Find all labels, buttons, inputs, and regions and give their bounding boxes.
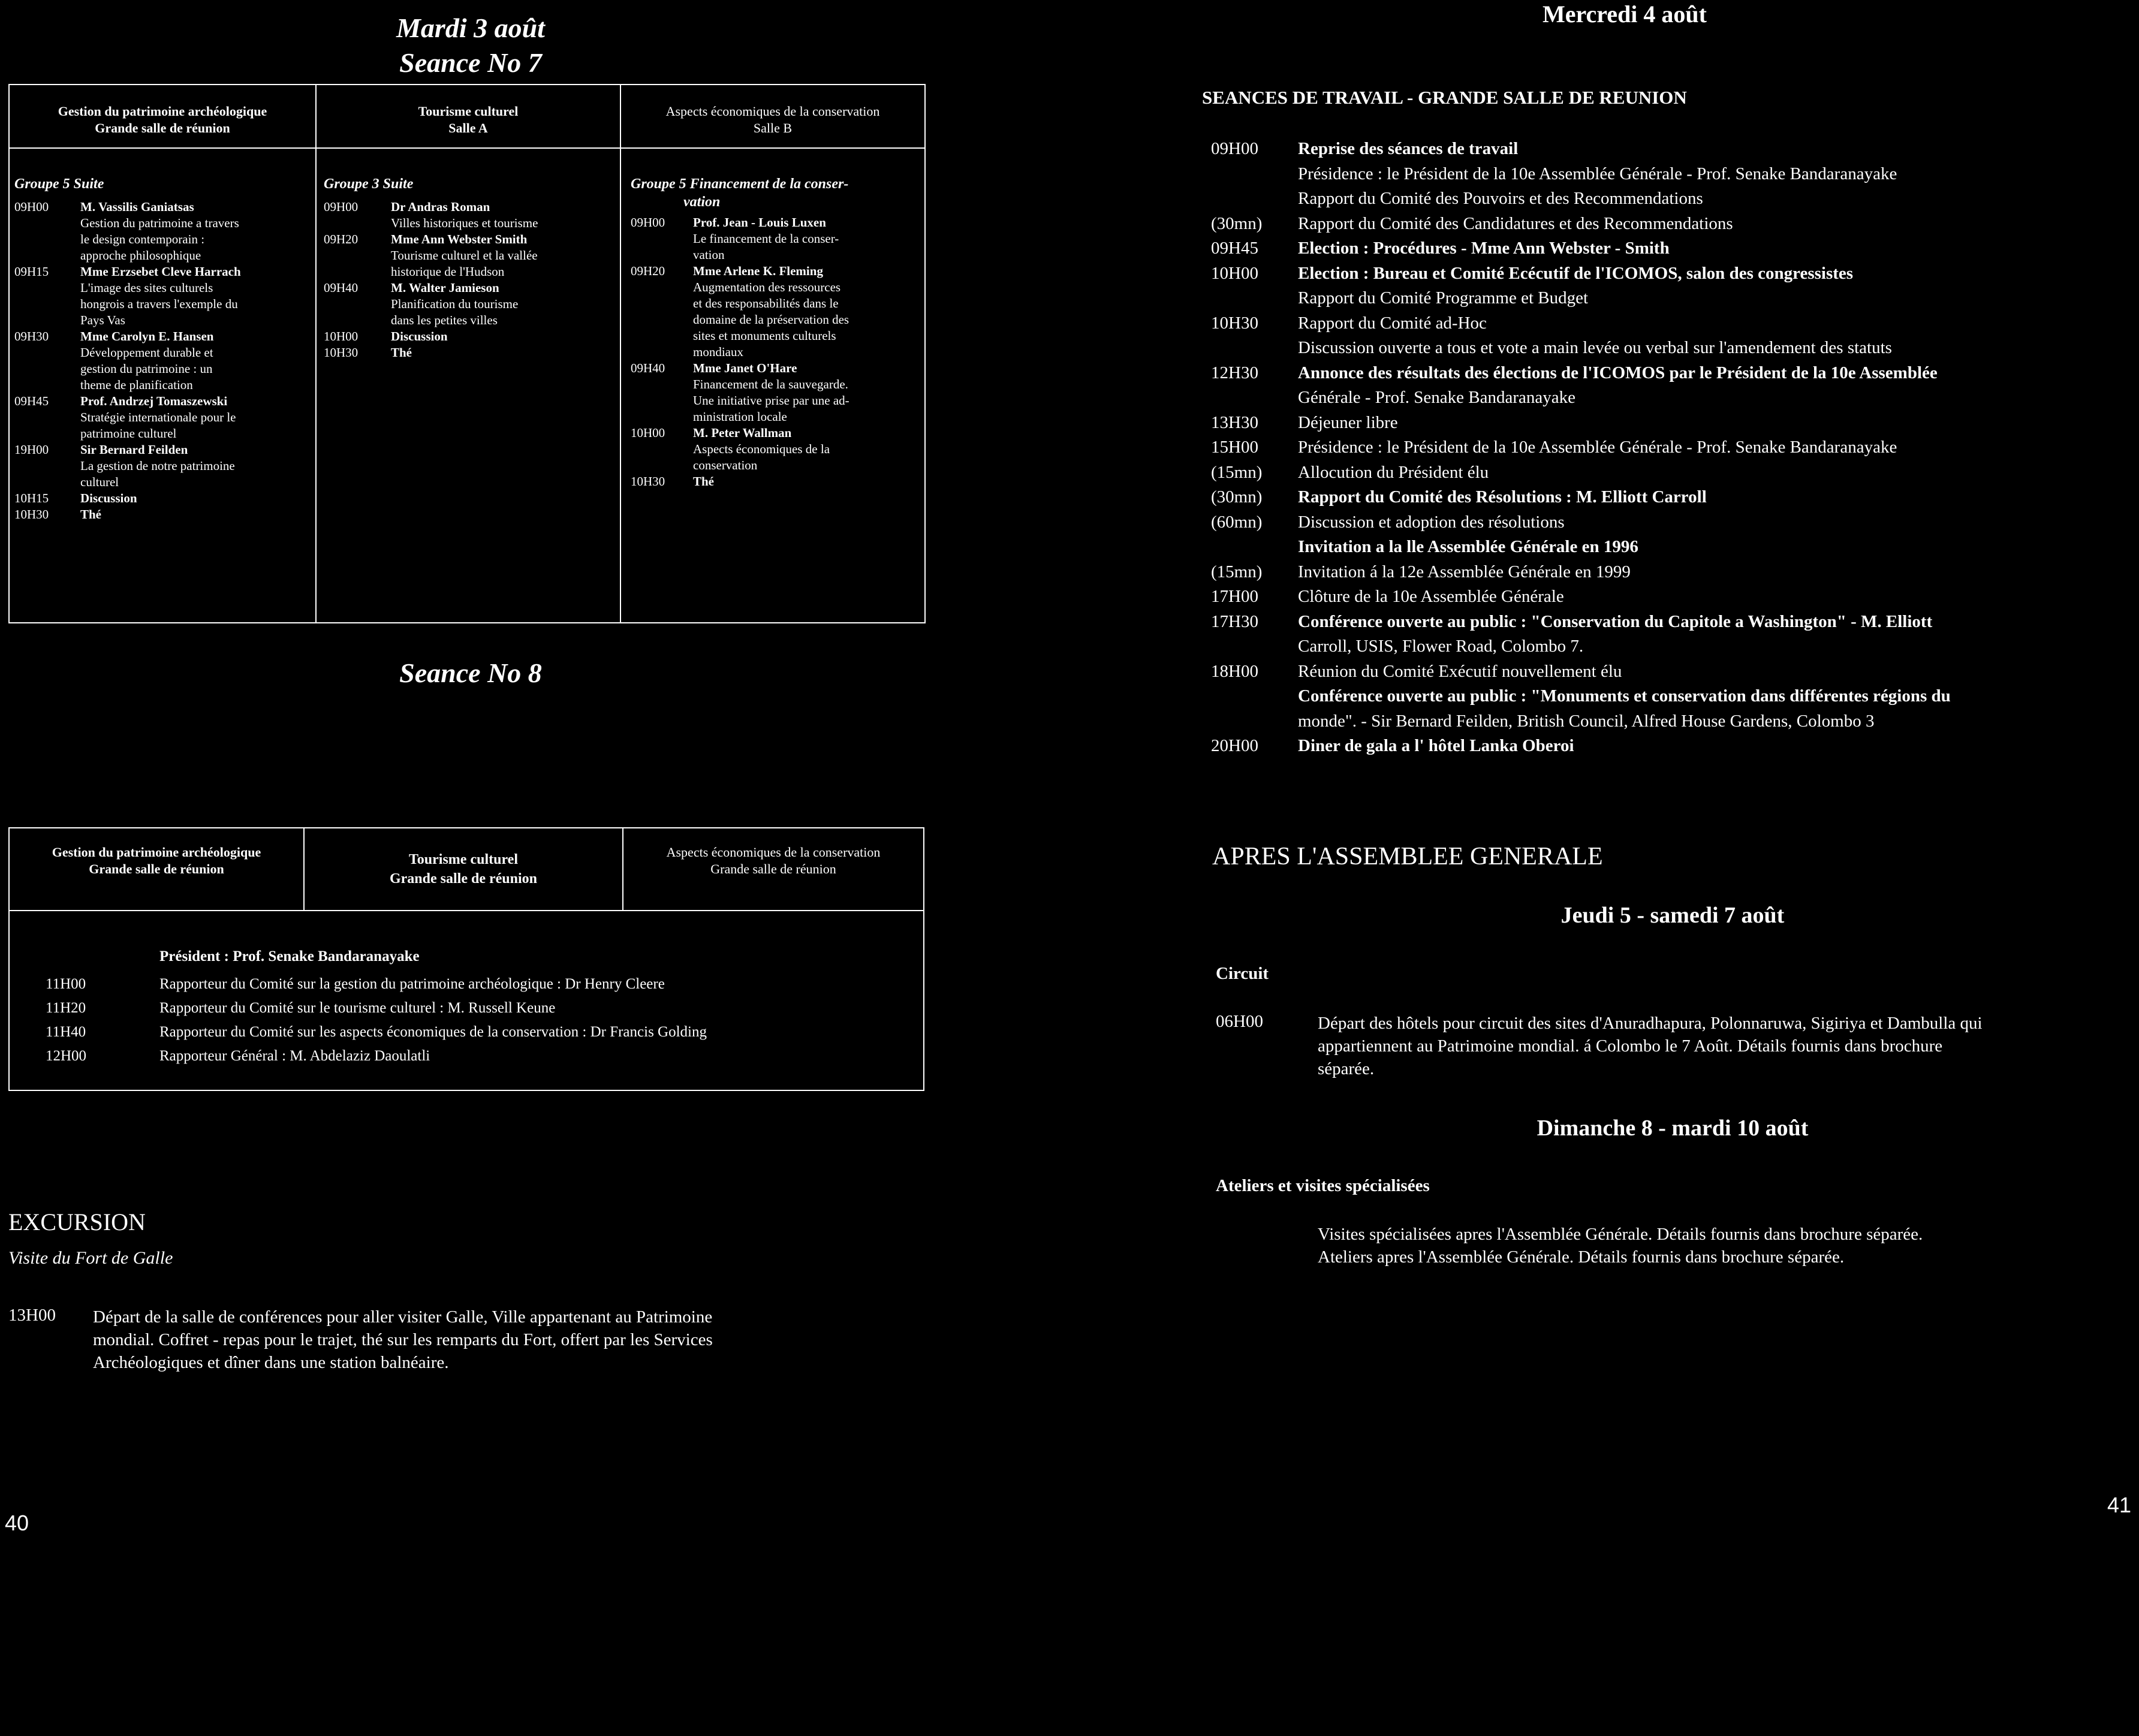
rapporteur-text: Rapporteur du Comité sur les aspects économiques de la conservation : Dr Francis Golding: [159, 1024, 707, 1040]
schedule-line: Conférence ouverte au public : "Conservation du Capitole a Washington" - M. Elliott: [1298, 611, 1933, 631]
time-label: 09H15: [14, 264, 49, 279]
excursion-title: EXCURSION: [8, 1208, 146, 1235]
time-label: 10H00: [324, 329, 358, 343]
time-label: 17H30: [1211, 611, 1258, 631]
talk-title: gestion du patrimoine : un: [80, 361, 213, 376]
speaker-name: Mme Erzsebet Cleve Harrach: [80, 264, 241, 279]
time-label: 10H00: [631, 426, 665, 440]
time-label: 09H00: [1211, 139, 1258, 158]
table-header-aspects: Aspects économiques de la conservation Grande salle de réunion: [666, 845, 881, 876]
speaker-name: Discussion: [80, 491, 137, 505]
table-header-tourisme: Tourisme culturel Grande salle de réunion: [389, 852, 537, 887]
speaker-name: Mme Ann Webster Smith: [391, 232, 528, 246]
time-label: (60mn): [1211, 512, 1263, 532]
talk-title: hongrois a travers l'exemple du: [80, 297, 238, 311]
divider: [10, 910, 923, 911]
time-label: 10H15: [14, 491, 49, 505]
dimanche-title: Dimanche 8 - mardi 10 août: [1537, 1116, 1809, 1141]
speaker-name: Mme Janet O'Hare: [693, 361, 797, 375]
schedule-line: Présidence : le Président de la 10e Assemblée Générale - Prof. Senake Bandaranayake: [1298, 164, 1897, 183]
schedule-line: Générale - Prof. Senake Bandaranayake: [1298, 388, 1575, 407]
time-label: 11H00: [46, 976, 86, 992]
day-title-mardi: Mardi 3 août: [396, 13, 545, 43]
seance7-table: [8, 84, 926, 623]
circuit-desc: Départ des hôtels pour circuit des sites d'Anuradhapura, Polonnaruwa, Sigiriya et Dambulla qui appartiennent au Patrimoine mondial. á Colombo le 7 Août. Détails fournis dans brochure séparée.: [1318, 1014, 1983, 1078]
time-label: 09H30: [14, 329, 49, 343]
divider: [315, 85, 317, 622]
talk-title: domaine de la préservation des: [693, 312, 849, 327]
schedule-line: Rapport du Comité des Résolutions : M. Elliott Carroll: [1298, 487, 1707, 507]
schedule-line: Déjeuner libre: [1298, 412, 1398, 432]
schedule-line: Rapport du Comité Programme et Budget: [1298, 288, 1589, 308]
time-label: 12H00: [46, 1048, 87, 1064]
schedule-line: Conférence ouverte au public : "Monuments et conservation dans différentes régions du: [1298, 686, 1951, 706]
talk-title: theme de planification: [80, 378, 193, 392]
group-label: Groupe 5 Suite: [14, 176, 104, 192]
table-header-tourisme: Tourisme culturel Salle A: [418, 104, 519, 135]
time-label: 09H40: [631, 361, 665, 375]
talk-title: historique de l'Hudson: [391, 264, 505, 279]
divider: [10, 147, 924, 149]
rapporteur-text: Rapporteur Général : M. Abdelaziz Daoulatli: [159, 1048, 430, 1064]
time-label: 09H45: [1211, 239, 1258, 258]
talk-title: le design contemporain :: [80, 232, 205, 246]
apres-title: APRES L'ASSEMBLEE GENERALE: [1212, 843, 1603, 870]
time-label: 09H20: [324, 232, 358, 246]
talk-title: ministration locale: [693, 409, 787, 424]
speaker-name: M. Vassilis Ganiatsas: [80, 200, 194, 214]
time-label: 09H45: [14, 394, 49, 408]
speaker-name: Discussion: [391, 329, 448, 343]
schedule-line: Discussion ouverte a tous et vote a main levée ou verbal sur l'amendement des statuts: [1298, 338, 1892, 357]
time-label: 20H00: [1211, 736, 1258, 755]
schedule-line: Diner de gala a l' hôtel Lanka Oberoi: [1298, 736, 1574, 755]
rapporteur-text: Rapporteur du Comité sur le tourisme culturel : M. Russell Keune: [159, 1000, 556, 1016]
speaker-name: Thé: [693, 474, 715, 489]
speaker-name: M. Peter Wallman: [693, 426, 792, 440]
schedule-line: Election : Procédures - Mme Ann Webster - Smith: [1298, 239, 1670, 258]
time-label: 17H00: [1211, 587, 1258, 606]
talk-title: Développement durable et: [80, 345, 213, 360]
talk-title: vation: [693, 248, 725, 262]
talk-title: Augmentation des ressources: [693, 280, 841, 294]
time-label: 09H00: [631, 215, 665, 230]
talk-title: Aspects économiques de la: [693, 442, 830, 456]
schedule-line: Rapport du Comité ad-Hoc: [1298, 313, 1487, 333]
talk-title: Gestion du patrimoine a travers: [80, 216, 239, 230]
speaker-name: Mme Arlene K. Fleming: [693, 264, 823, 278]
speaker-name: Prof. Jean - Louis Luxen: [693, 215, 826, 230]
schedule-line: Réunion du Comité Exécutif nouvellement élu: [1298, 661, 1622, 681]
schedule-line: Rapport du Comité des Pouvoirs et des Recommendations: [1298, 189, 1703, 208]
schedule-line: Rapport du Comité des Candidatures et des Recommendations: [1298, 213, 1733, 233]
ateliers-label: Ateliers et visites spécialisées: [1216, 1176, 1430, 1195]
talk-title: La gestion de notre patrimoine: [80, 459, 235, 473]
schedule-line: Allocution du Président élu: [1298, 462, 1489, 482]
schedule-line: Election : Bureau et Comité Ecécutif de l'ICOMOS, salon des congressistes: [1298, 263, 1854, 283]
time-label: 10H30: [14, 507, 49, 522]
table-header-aspects: Aspects économiques de la conservation Salle B: [665, 104, 880, 135]
talk-title: mondiaux: [693, 345, 743, 359]
talk-title: approche philosophique: [80, 248, 201, 263]
speaker-name: Dr Andras Roman: [391, 200, 490, 214]
seance8-title: Seance No 8: [399, 658, 542, 688]
time-label: 18H00: [1211, 661, 1258, 681]
section-title: SEANCES DE TRAVAIL - GRANDE SALLE DE REUNION: [1202, 87, 1687, 108]
time-label: 10H00: [1211, 263, 1258, 283]
ateliers-desc: Visites spécialisées apres l'Assemblée Générale. Détails fournis dans brochure séparée. Ateliers apres l'Assemblée Générale. Détails fournis dans brochure séparée.: [1318, 1225, 1923, 1267]
talk-title: L'image des sites culturels: [80, 281, 213, 295]
talk-title: conservation: [693, 458, 758, 472]
schedule-line: monde". - Sir Bernard Feilden, British Council, Alfred House Gardens, Colombo 3: [1298, 711, 1875, 731]
time-label: 10H30: [631, 474, 665, 489]
excursion-time: 13H00: [8, 1306, 56, 1325]
time-label: 09H00: [14, 200, 49, 214]
time-label: 19H00: [14, 442, 49, 457]
talk-title: Pays Vas: [80, 313, 125, 327]
time-label: 09H00: [324, 200, 358, 214]
talk-title: dans les petites villes: [391, 313, 498, 327]
time-label: 15H00: [1211, 438, 1258, 457]
page-number-right: 41: [2107, 1493, 2132, 1517]
day-title-mercredi: Mercredi 4 août: [1542, 1, 1707, 28]
schedule-line: Présidence : le Président de la 10e Assemblée Générale - Prof. Senake Bandaranayake: [1298, 438, 1897, 457]
talk-title: patrimoine culturel: [80, 426, 177, 441]
time-label: 09H40: [324, 281, 358, 295]
circuit-label: Circuit: [1216, 964, 1269, 983]
excursion-desc: Départ de la salle de conférences pour aller visiter Galle, Ville appartenant au Patrimoine mondial. Coffret - repas pour le trajet, thé sur les remparts du Fort, offert par les Services Archéologiques et dîner dans une station balnéaire.: [93, 1307, 713, 1372]
talk-title: Une initiative prise par une ad-: [693, 393, 849, 408]
table-header-gestion: Gestion du patrimoine archéologique Grande salle de réunion: [58, 104, 267, 135]
time-label: 11H40: [46, 1024, 86, 1040]
schedule-line: Carroll, USIS, Flower Road, Colombo 7.: [1298, 637, 1584, 656]
talk-title: Tourisme culturel et la vallée: [391, 248, 538, 263]
rapporteur-text: Rapporteur du Comité sur la gestion du patrimoine archéologique : Dr Henry Cleere: [159, 976, 665, 992]
schedule-line: Invitation á la 12e Assemblée Générale en 1999: [1298, 562, 1631, 581]
talk-title: Villes historiques et tourisme: [391, 216, 538, 230]
talk-title: culturel: [80, 475, 119, 489]
schedule-line: Clôture de la 10e Assemblée Générale: [1298, 587, 1564, 606]
talk-title: Planification du tourisme: [391, 297, 519, 311]
group-label: Groupe 3 Suite: [324, 176, 414, 192]
speaker-name: Sir Bernard Feilden: [80, 442, 188, 457]
speaker-name: Thé: [391, 345, 412, 360]
talk-title: Stratégie internationale pour le: [80, 410, 236, 424]
schedule-line: Discussion et adoption des résolutions: [1298, 512, 1565, 532]
speaker-name: Prof. Andrzej Tomaszewski: [80, 394, 228, 408]
divider: [620, 85, 621, 622]
time-label: 12H30: [1211, 363, 1258, 382]
talk-title: Le financement de la conser-: [693, 231, 839, 246]
time-label: 11H20: [46, 1000, 86, 1016]
time-label: 09H20: [631, 264, 665, 278]
talk-title: Financement de la sauvegarde.: [693, 377, 848, 391]
talk-title: et des responsabilités dans le: [693, 296, 839, 311]
time-label: (15mn): [1211, 462, 1263, 482]
time-label: (30mn): [1211, 487, 1263, 507]
schedule-line: Annonce des résultats des élections de l'ICOMOS par le Président de la 10e Assemblée: [1298, 363, 1938, 382]
time-label: 10H30: [324, 345, 358, 360]
seance7-title: Seance No 7: [399, 47, 542, 78]
schedule-line: Invitation a la lle Assemblée Générale en 1996: [1298, 537, 1638, 556]
speaker-name: M. Walter Jamieson: [391, 281, 499, 295]
table-header-gestion: Gestion du patrimoine archéologique Grande salle de réunion: [52, 845, 261, 876]
speaker-name: Thé: [80, 507, 102, 522]
jeudi-title: Jeudi 5 - samedi 7 août: [1560, 903, 1785, 928]
group-label: vation: [683, 194, 721, 210]
page-number-left: 40: [5, 1511, 29, 1535]
time-label: (30mn): [1211, 213, 1263, 233]
speaker-name: Mme Carolyn E. Hansen: [80, 329, 214, 343]
time-label: 10H30: [1211, 313, 1258, 333]
schedule-line: Reprise des séances de travail: [1298, 139, 1519, 158]
group-label: Groupe 5 Financement de la conser-: [631, 176, 849, 192]
time-label: 13H30: [1211, 412, 1258, 432]
seance8-table: [8, 827, 924, 1091]
president-line: Président : Prof. Senake Bandaranayake: [159, 948, 420, 965]
circuit-time: 06H00: [1216, 1012, 1263, 1031]
excursion-subtitle: Visite du Fort de Galle: [8, 1248, 173, 1268]
talk-title: sites et monuments culturels: [693, 328, 836, 343]
time-label: (15mn): [1211, 562, 1263, 581]
